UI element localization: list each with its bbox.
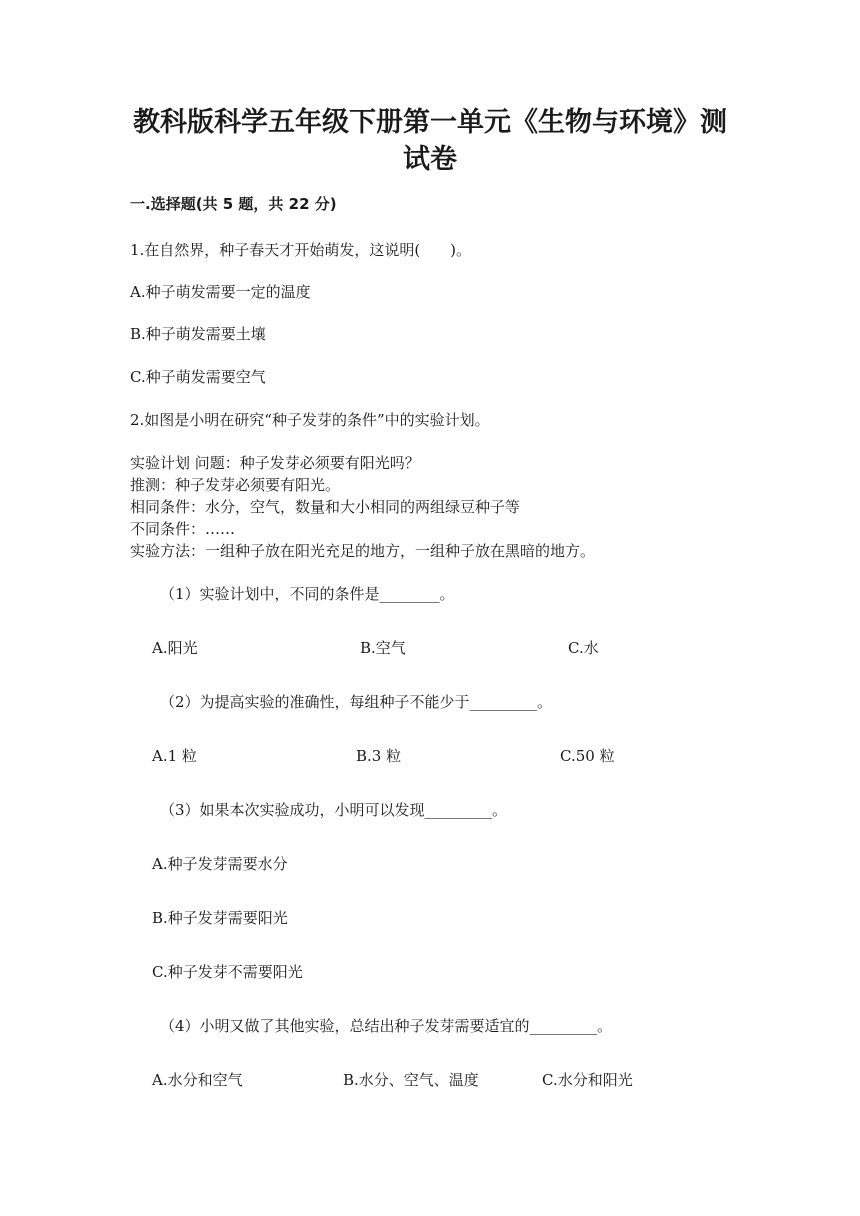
question-1-option-b: B.种子萌发需要土壤 xyxy=(130,325,266,343)
subquestion-3-option-a: A.种子发芽需要水分 xyxy=(152,855,288,873)
subquestion-1-stem: （1）实验计划中，不同的条件是________。 xyxy=(160,585,455,603)
question-2-stem: 2.如图是小明在研究“种子发芽的条件”中的实验计划。 xyxy=(130,411,490,429)
question-1-option-a: A.种子萌发需要一定的温度 xyxy=(130,283,311,301)
subquestion-3-stem: （3）如果本次实验成功，小明可以发现_________。 xyxy=(160,801,508,819)
subquestion-1-option-a: A.阳光 xyxy=(152,639,198,657)
plan-line: 实验计划 问题：种子发芽必须要有阳光吗？ xyxy=(130,454,420,472)
subquestion-4-stem: （4）小明又做了其他实验，总结出种子发芽需要适宜的_________。 xyxy=(160,1017,613,1035)
plan-line: 不同条件：…… xyxy=(130,520,236,538)
section-heading: 一.选择题(共 5 题，共 22 分) xyxy=(130,195,337,213)
subquestion-3-option-b: B.种子发芽需要阳光 xyxy=(152,909,288,927)
title-line-1: 教科版科学五年级下册第一单元《生物与环境》测 xyxy=(133,107,727,138)
subquestion-1-option-c: C.水 xyxy=(568,639,599,657)
exam-title xyxy=(100,104,760,178)
subquestion-3-option-c: C.种子发芽不需要阳光 xyxy=(152,963,303,981)
question-1-option-c: C.种子萌发需要空气 xyxy=(130,368,266,386)
subquestion-4-option-b: B.水分、空气、温度 xyxy=(343,1071,479,1089)
subquestion-4-option-c: C.水分和阳光 xyxy=(542,1071,633,1089)
plan-line: 实验方法：一组种子放在阳光充足的地方，一组种子放在黑暗的地方。 xyxy=(130,542,596,560)
subquestion-1-option-b: B.空气 xyxy=(360,639,406,657)
question-1-stem: 1.在自然界，种子春天才开始萌发，这说明( )。 xyxy=(130,241,472,259)
subquestion-2-option-a: A.1 粒 xyxy=(152,747,197,765)
subquestion-4-option-a: A.水分和空气 xyxy=(152,1071,243,1089)
subquestion-2-stem: （2）为提高实验的准确性，每组种子不能少于_________。 xyxy=(160,693,553,711)
subquestion-2-option-c: C.50 粒 xyxy=(560,747,615,765)
subquestion-2-option-b: B.3 粒 xyxy=(356,747,402,765)
plan-line: 推测：种子发芽必须要有阳光。 xyxy=(130,476,341,494)
title-line-2: 试卷 xyxy=(403,144,457,175)
plan-line: 相同条件：水分，空气，数量和大小相同的两组绿豆种子等 xyxy=(130,498,521,516)
